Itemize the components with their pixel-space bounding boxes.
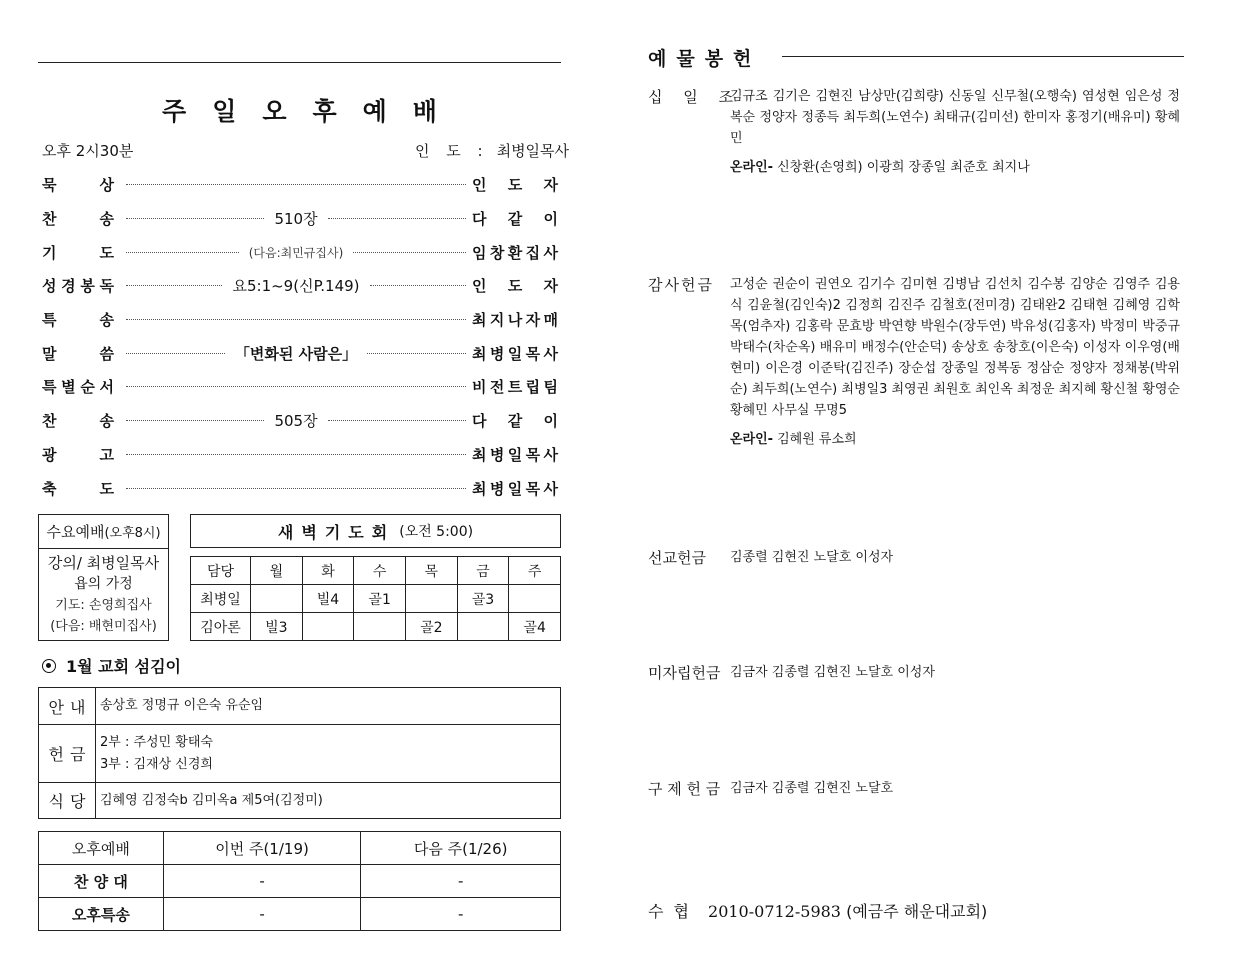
order-row xyxy=(42,341,558,365)
tithe-online-label: 온라인- xyxy=(730,160,774,175)
unfinished-names: 김금자 김종렬 김현진 노달호 이성자 xyxy=(730,665,935,680)
order-person: 인 도 자 xyxy=(472,175,558,194)
order-person: 최 병 일 목 사 xyxy=(472,479,558,498)
order-row xyxy=(42,374,558,398)
dawn-cell: 골1 xyxy=(354,585,406,613)
schedule-cell: - xyxy=(163,865,361,898)
january-servants-title xyxy=(42,654,181,677)
dawn-prayer-table xyxy=(190,556,561,641)
leader-dots xyxy=(120,240,472,264)
wednesday-title-text: 수요예배 xyxy=(46,523,105,541)
dawn-cell: 최병일 xyxy=(191,585,251,613)
relief-label: 구 제 헌 금 xyxy=(648,780,721,798)
wednesday-service-box xyxy=(38,514,169,641)
dawn-header-cell: 수 xyxy=(354,557,406,585)
schedule-cell: - xyxy=(361,865,561,898)
wednesday-time: (오후8시) xyxy=(104,526,161,541)
order-detail: 510장 xyxy=(274,209,318,228)
order-person: 임 창 환 집 사 xyxy=(472,243,558,262)
leader-dots xyxy=(120,476,472,500)
order-person: 다 같 이 xyxy=(472,411,558,430)
servant-row xyxy=(39,725,561,783)
bank-name: 수협 xyxy=(648,902,699,921)
servant-role: 식당 xyxy=(39,783,96,819)
dawn-title-text: 새벽기도회 xyxy=(277,522,396,542)
dawn-cell: 김아론 xyxy=(191,613,251,641)
thanks-online-label: 온라인- xyxy=(730,432,774,447)
servant-row xyxy=(39,783,561,819)
order-item: 특 송 xyxy=(42,310,114,329)
wednesday-next-prayer: (다음: 배현미집사) xyxy=(50,619,157,634)
order-detail: (다음:최민규집사) xyxy=(248,245,344,260)
order-row xyxy=(42,476,558,500)
wednesday-prayer: 기도: 손영희집사 xyxy=(55,598,152,613)
order-item: 성 경 봉 독 xyxy=(42,276,114,295)
relief-names: 김금자 김종렬 김현진 노달호 xyxy=(730,781,894,796)
schedule-cell: - xyxy=(163,898,361,931)
leader-dots xyxy=(120,307,472,331)
servant-line: 2부 : 주성민 황태숙 xyxy=(100,734,213,750)
schedule-row xyxy=(39,898,561,931)
order-person: 비 전 트 립 팀 xyxy=(472,377,558,396)
order-person: 다 같 이 xyxy=(472,209,558,228)
order-person: 인 도 자 xyxy=(472,276,558,295)
wednesday-topic: 욥의 가정 xyxy=(74,576,133,592)
dawn-cell: 빌3 xyxy=(251,613,303,641)
order-item: 찬 송 xyxy=(42,411,114,430)
thanks-online-names: 김혜원 류소희 xyxy=(777,432,857,447)
dawn-cell xyxy=(457,613,509,641)
dawn-cell xyxy=(302,613,354,641)
schedule-cell: - xyxy=(361,898,561,931)
order-row xyxy=(42,273,558,297)
service-time: 오후 2시30분 xyxy=(42,142,134,160)
wednesday-lecturer: 강의/ 최병일목사 xyxy=(47,554,160,572)
order-item: 축 도 xyxy=(42,479,114,498)
order-detail: 505장 xyxy=(274,411,318,430)
dawn-header-cell: 금 xyxy=(457,557,509,585)
servant-names xyxy=(96,688,561,725)
afternoon-schedule-table xyxy=(38,831,561,931)
servant-line: 송상호 정명규 이은숙 유순임 xyxy=(100,698,264,713)
leader-dots xyxy=(120,206,472,230)
order-item: 광 고 xyxy=(42,445,114,464)
dawn-prayer-title xyxy=(190,514,561,548)
unfinished-label: 미자립헌금 xyxy=(648,664,721,682)
dawn-time: (오전 5:00) xyxy=(399,524,474,540)
offerings-title: 예물봉헌 xyxy=(648,48,762,70)
tithe-online-names: 신창환(손영희) 이광희 장종일 최준호 최지나 xyxy=(777,160,1030,175)
order-row xyxy=(42,408,558,432)
tithe-label: 십 일 조 xyxy=(648,88,742,106)
order-row xyxy=(42,442,558,466)
wednesday-body xyxy=(39,549,168,637)
dawn-header-cell: 주 xyxy=(509,557,561,585)
january-title-text: 1월 교회 섬김이 xyxy=(66,657,182,676)
wednesday-title xyxy=(39,515,168,549)
thanks-names: 고성순 권순이 권연오 김기수 김미현 김병남 김선치 김수봉 김양순 김영주 김용식 김윤철(김인숙)2 김정희 김진주 김철호(전미경) 김태완2 김태현 김혜영 김학목(엄추자) 김홍락 문효방 박연향 박원수(장두연) 박유성(김홍자) 박정미 박중규 박태수(차순옥) 배유미 배정수(안순덕) 송상호 송창호(이은숙) 이성자 이우영(배현미) 이은경 이준탁(김진주) 장순섭 장종일 정복동 정삼순 정양자 정채봉(박위순) 최두희(노연수) 최병일3 최영권 최원호 최인옥 최정운 최지혜 황신철 황영순 황혜민 사무실 무명5 xyxy=(730,277,1180,418)
schedule-cell: 오후특송 xyxy=(39,898,164,931)
schedule-row xyxy=(39,865,561,898)
dawn-header-cell: 월 xyxy=(251,557,303,585)
tithe-names: 김규조 김기은 김현진 남상만(김희량) 신동일 신무철(오행숙) 염성현 임은성 정복순 정양자 정종득 최두희(노연수) 최태규(김미선) 한미자 홍정기(배유미) 황혜민 xyxy=(730,89,1180,146)
bullet-icon xyxy=(42,659,56,673)
dawn-cell: 골2 xyxy=(405,613,457,641)
dawn-row xyxy=(191,613,561,641)
order-item: 묵 상 xyxy=(42,175,114,194)
top-divider xyxy=(38,62,561,63)
dawn-cell: 빌4 xyxy=(302,585,354,613)
leader-dots xyxy=(120,442,472,466)
order-person: 최 병 일 목 사 xyxy=(472,344,558,363)
order-item: 특 별 순 서 xyxy=(42,377,114,396)
dawn-cell xyxy=(405,585,457,613)
dawn-header-cell: 담당 xyxy=(191,557,251,585)
offerings-divider xyxy=(782,56,1184,57)
account-number: 2010-0712-5983 xyxy=(708,902,841,921)
service-leader xyxy=(415,140,569,161)
account-holder: (예금주 해운대교회) xyxy=(846,902,988,921)
thanks-label: 감사헌금 xyxy=(648,276,714,294)
mission-names: 김종렬 김현진 노달호 이성자 xyxy=(730,550,894,565)
servants-table xyxy=(38,687,561,819)
servant-names xyxy=(96,725,561,783)
leader-dots xyxy=(120,341,472,365)
dawn-header-cell: 목 xyxy=(405,557,457,585)
servant-names xyxy=(96,783,561,819)
order-item: 말 씀 xyxy=(42,344,114,363)
servant-line: 3부 : 김재상 신경희 xyxy=(100,756,213,772)
dawn-cell xyxy=(354,613,406,641)
order-row xyxy=(42,240,558,264)
order-item: 찬 송 xyxy=(42,209,114,228)
dawn-cell: 골4 xyxy=(509,613,561,641)
tithe-online xyxy=(730,156,1030,175)
leader-name: 최병일목사 xyxy=(496,142,570,160)
order-person: 최 병 일 목 사 xyxy=(472,445,558,464)
servant-role: 안내 xyxy=(39,688,96,725)
servant-row xyxy=(39,688,561,725)
order-item: 기 도 xyxy=(42,243,114,262)
schedule-cell: 찬 양 대 xyxy=(39,865,164,898)
order-detail: 「변화된 사람은」 xyxy=(234,344,358,363)
schedule-header-cell: 오후예배 xyxy=(39,832,164,865)
order-detail: 요5:1~9(신P.149) xyxy=(232,276,360,295)
leader-dots xyxy=(120,273,472,297)
leader-label: 인 도 : xyxy=(415,142,489,160)
order-person: 최 지 나 자 매 xyxy=(472,310,558,329)
leader-dots xyxy=(120,374,472,398)
schedule-header-cell: 이번 주(1/19) xyxy=(163,832,361,865)
service-title: 주일오후예배 xyxy=(162,97,463,126)
thanks-online xyxy=(730,428,857,447)
dawn-cell xyxy=(509,585,561,613)
dawn-header-cell: 화 xyxy=(302,557,354,585)
schedule-header-cell: 다음 주(1/26) xyxy=(361,832,561,865)
dawn-cell: 골3 xyxy=(457,585,509,613)
leader-dots xyxy=(120,172,472,196)
leader-dots xyxy=(120,408,472,432)
dawn-row xyxy=(191,585,561,613)
order-row xyxy=(42,307,558,331)
bank-account xyxy=(648,899,987,922)
servant-role: 헌금 xyxy=(39,725,96,783)
mission-label: 선교헌금 xyxy=(648,549,706,567)
order-row xyxy=(42,206,558,230)
dawn-cell xyxy=(251,585,303,613)
servant-line: 김혜영 김정숙b 김미옥a 제5여(김정미) xyxy=(100,792,323,808)
order-row xyxy=(42,172,558,196)
